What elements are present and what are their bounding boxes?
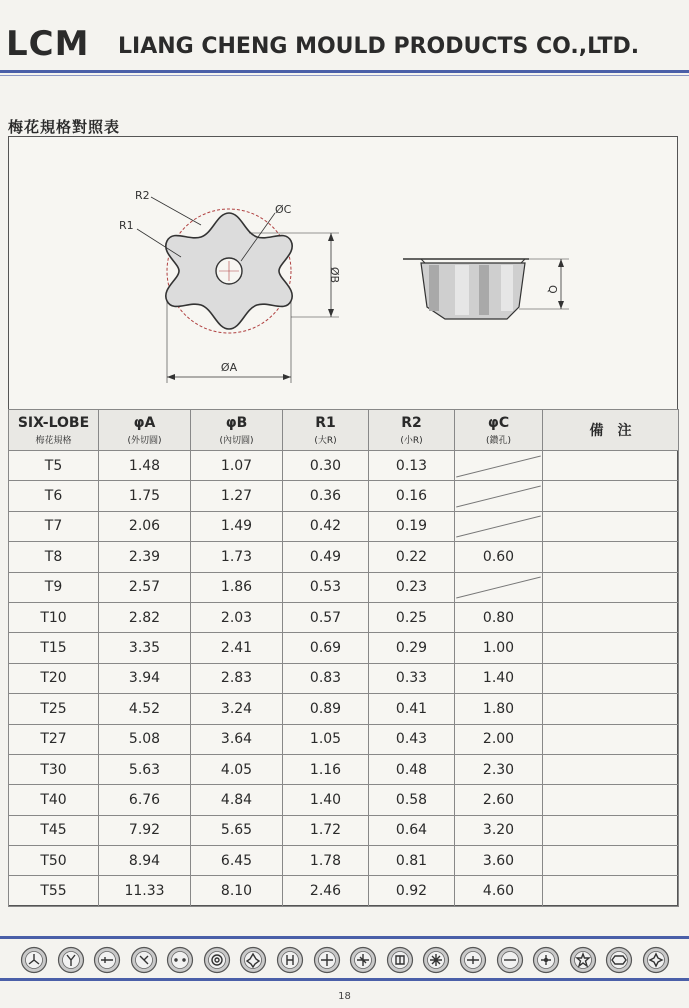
table-cell: 4.60 xyxy=(455,876,543,906)
spec-table xyxy=(8,409,679,907)
table-cell: 2.46 xyxy=(283,876,369,906)
column-header-sublabel: (鑽孔) xyxy=(485,435,512,446)
clutch-icon xyxy=(276,946,304,974)
page-header xyxy=(0,0,689,76)
table-cell: 2.39 xyxy=(99,542,191,572)
table-cell: 0.58 xyxy=(369,785,455,815)
table-row xyxy=(9,785,679,815)
column-header-sublabel: (大R) xyxy=(314,435,337,446)
pentalobe-icon xyxy=(239,946,267,974)
table-cell xyxy=(455,511,543,541)
table-cell: 0.22 xyxy=(369,542,455,572)
table-cell: 1.48 xyxy=(99,451,191,481)
square-cross-icon xyxy=(386,946,414,974)
column-header xyxy=(543,410,679,451)
table-cell: 1.27 xyxy=(191,481,283,511)
table-cell: 1.16 xyxy=(283,754,369,784)
table-cell: 3.24 xyxy=(191,694,283,724)
table-cell: 2.06 xyxy=(99,511,191,541)
y-drive-icon xyxy=(57,946,85,974)
table-cell: 0.60 xyxy=(455,542,543,572)
footer-rule-top xyxy=(0,936,689,939)
table-cell: 1.49 xyxy=(191,511,283,541)
table-body xyxy=(9,451,679,907)
table-cell xyxy=(455,451,543,481)
table-cell: 0.30 xyxy=(283,451,369,481)
label-r1: R1 xyxy=(119,219,134,232)
column-header xyxy=(369,410,455,451)
table-cell: T9 xyxy=(9,572,99,602)
table-cell: 1.40 xyxy=(283,785,369,815)
column-header-sublabel: 梅花規格 xyxy=(35,435,72,446)
table-cell: 1.00 xyxy=(455,633,543,663)
table-cell xyxy=(543,511,679,541)
label-r2: R2 xyxy=(135,189,150,202)
table-cell: 0.33 xyxy=(369,663,455,693)
table-cell: 3.35 xyxy=(99,633,191,663)
table-row xyxy=(9,633,679,663)
table-cell: T10 xyxy=(9,602,99,632)
table-cell xyxy=(543,876,679,906)
table-cell: 5.65 xyxy=(191,815,283,845)
table-cell: 2.41 xyxy=(191,633,283,663)
table-row xyxy=(9,694,679,724)
table-cell: T15 xyxy=(9,633,99,663)
table-cell: 0.69 xyxy=(283,633,369,663)
table-cell: T50 xyxy=(9,846,99,876)
table-cell: 0.13 xyxy=(369,451,455,481)
table-cell xyxy=(543,481,679,511)
table-cell: 2.82 xyxy=(99,602,191,632)
table-cell: 4.05 xyxy=(191,754,283,784)
page-number: 18 xyxy=(338,991,351,1002)
table-cell: 0.29 xyxy=(369,633,455,663)
table-cell: 0.49 xyxy=(283,542,369,572)
table-cell xyxy=(543,633,679,663)
column-header-label: φB xyxy=(225,414,248,431)
table-cell: 0.25 xyxy=(369,602,455,632)
table-cell: T5 xyxy=(9,451,99,481)
column-header-label: R1 xyxy=(315,414,336,431)
phillips-icon xyxy=(349,946,377,974)
column-header-label: R2 xyxy=(401,414,422,431)
table-cell: 0.19 xyxy=(369,511,455,541)
table-cell xyxy=(543,663,679,693)
table-cell xyxy=(455,481,543,511)
table-cell: 2.60 xyxy=(455,785,543,815)
table-cell: 0.89 xyxy=(283,694,369,724)
table-cell: 1.86 xyxy=(191,572,283,602)
table-cell: 2.03 xyxy=(191,602,283,632)
table-row xyxy=(9,724,679,754)
table-cell xyxy=(543,602,679,632)
table-cell: 0.80 xyxy=(455,602,543,632)
table-cell: T30 xyxy=(9,754,99,784)
table-cell: 1.72 xyxy=(283,815,369,845)
table-cell: 2.57 xyxy=(99,572,191,602)
table-cell: 3.60 xyxy=(455,846,543,876)
table-cell xyxy=(455,572,543,602)
column-header xyxy=(9,410,99,451)
pin-phillips-icon xyxy=(532,946,560,974)
table-cell: 0.57 xyxy=(283,602,369,632)
label-q: Q xyxy=(546,285,559,294)
table-cell: 6.76 xyxy=(99,785,191,815)
table-cell: 0.42 xyxy=(283,511,369,541)
table-cell: 0.23 xyxy=(369,572,455,602)
table-cell: 0.48 xyxy=(369,754,455,784)
two-hole-icon xyxy=(166,946,194,974)
table-row xyxy=(9,754,679,784)
table-row xyxy=(9,663,679,693)
table-cell: 2.83 xyxy=(191,663,283,693)
table-cell: T6 xyxy=(9,481,99,511)
section-view xyxy=(403,259,569,319)
star-icon xyxy=(569,946,597,974)
table-cell: T45 xyxy=(9,815,99,845)
table-cell: 0.53 xyxy=(283,572,369,602)
table-cell: 8.94 xyxy=(99,846,191,876)
table-cell xyxy=(543,785,679,815)
one-way-icon xyxy=(93,946,121,974)
company-name: LIANG CHENG MOULD PRODUCTS CO.,LTD. xyxy=(118,34,640,59)
table-cell: 0.16 xyxy=(369,481,455,511)
table-cell: 5.08 xyxy=(99,724,191,754)
table-cell: T55 xyxy=(9,876,99,906)
cross-icon xyxy=(313,946,341,974)
table-cell xyxy=(543,542,679,572)
table-row xyxy=(9,511,679,541)
slot-cross-icon xyxy=(459,946,487,974)
header-rule xyxy=(0,70,689,73)
table-cell: 0.83 xyxy=(283,663,369,693)
label-b: ØB xyxy=(328,266,341,284)
slotted-icon xyxy=(496,946,524,974)
column-header-label: φA xyxy=(133,414,156,431)
table-cell: 11.33 xyxy=(99,876,191,906)
table-cell: T25 xyxy=(9,694,99,724)
table-cell: 1.73 xyxy=(191,542,283,572)
column-header-label: 備 注 xyxy=(589,423,632,439)
table-row xyxy=(9,542,679,572)
table-cell: T20 xyxy=(9,663,99,693)
column-header-sublabel: (內切圓) xyxy=(219,435,254,446)
column-header xyxy=(99,410,191,451)
table-cell: 4.52 xyxy=(99,694,191,724)
table-cell: 1.40 xyxy=(455,663,543,693)
table-cell: 1.07 xyxy=(191,451,283,481)
header-rule-thin xyxy=(0,75,689,76)
table-row xyxy=(9,481,679,511)
table-cell: 3.20 xyxy=(455,815,543,845)
table-cell: 0.64 xyxy=(369,815,455,845)
column-header xyxy=(283,410,369,451)
table-cell: 3.64 xyxy=(191,724,283,754)
torx-pin-icon xyxy=(642,946,670,974)
section-title: 梅花規格對照表 xyxy=(8,118,121,136)
table-cell: 0.41 xyxy=(369,694,455,724)
pozidriv-icon xyxy=(422,946,450,974)
six-lobe-diagram xyxy=(9,137,677,409)
column-header xyxy=(455,410,543,451)
table-cell: 0.36 xyxy=(283,481,369,511)
table-cell: 1.75 xyxy=(99,481,191,511)
spec-frame xyxy=(8,136,678,906)
table-cell: T8 xyxy=(9,542,99,572)
spiral-icon xyxy=(203,946,231,974)
table-cell: T7 xyxy=(9,511,99,541)
tri-wing-icon xyxy=(20,946,48,974)
column-header-sublabel: (外切圓) xyxy=(127,435,162,446)
table-cell: 8.10 xyxy=(191,876,283,906)
brand-logo: LCM xyxy=(6,24,90,64)
table-cell: 1.80 xyxy=(455,694,543,724)
footer-rule-bottom xyxy=(0,978,689,981)
table-cell xyxy=(543,572,679,602)
table-row xyxy=(9,451,679,481)
column-header xyxy=(191,410,283,451)
label-c: ØC xyxy=(275,203,292,216)
table-cell: 1.05 xyxy=(283,724,369,754)
hex-icon xyxy=(605,946,633,974)
table-header-row xyxy=(9,410,679,451)
table-row xyxy=(9,572,679,602)
column-header-sublabel: (小R) xyxy=(400,435,423,446)
drive-icon-strip xyxy=(20,943,670,977)
table-cell: 7.92 xyxy=(99,815,191,845)
table-cell: T40 xyxy=(9,785,99,815)
column-header-label: SIX-LOBE xyxy=(17,414,90,431)
table-cell: 5.63 xyxy=(99,754,191,784)
table-cell xyxy=(543,815,679,845)
table-cell xyxy=(543,694,679,724)
table-cell: 2.00 xyxy=(455,724,543,754)
table-row xyxy=(9,602,679,632)
table-cell xyxy=(543,754,679,784)
table-row xyxy=(9,876,679,906)
table-cell xyxy=(543,451,679,481)
table-cell xyxy=(543,846,679,876)
label-a: ØA xyxy=(220,361,238,374)
table-cell: 3.94 xyxy=(99,663,191,693)
spanner-icon xyxy=(130,946,158,974)
table-cell: 0.92 xyxy=(369,876,455,906)
table-row xyxy=(9,815,679,845)
table-cell: 0.43 xyxy=(369,724,455,754)
table-cell: 2.30 xyxy=(455,754,543,784)
table-cell xyxy=(543,724,679,754)
table-cell: 4.84 xyxy=(191,785,283,815)
column-header-label: φC xyxy=(487,414,510,431)
table-row xyxy=(9,846,679,876)
table-cell: T27 xyxy=(9,724,99,754)
table-cell: 0.81 xyxy=(369,846,455,876)
table-cell: 6.45 xyxy=(191,846,283,876)
table-cell: 1.78 xyxy=(283,846,369,876)
